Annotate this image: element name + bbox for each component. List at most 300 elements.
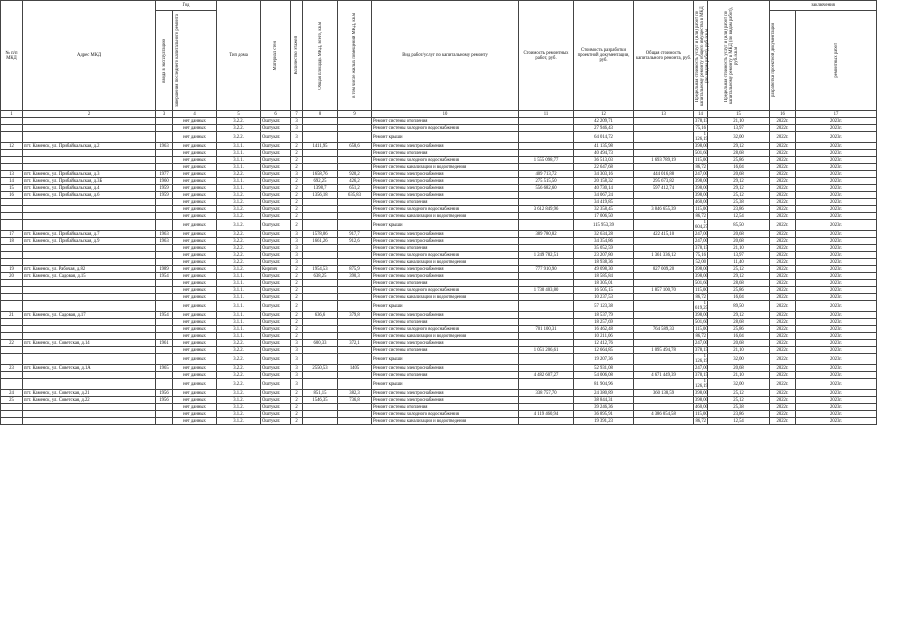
header-year-exploit-text: ввода в эксплуатацию <box>161 38 167 83</box>
floors-cell: 3 <box>291 171 303 178</box>
living-area-cell: 912,6 <box>338 238 372 245</box>
limit-cost2-cell: 25,12 <box>708 397 770 404</box>
table-row <box>1 340 877 347</box>
wall-material-cell: Оштукат. <box>261 220 291 231</box>
total-area-cell <box>303 259 338 266</box>
year-exploit-cell <box>156 354 173 365</box>
address-cell <box>23 118 156 125</box>
row-number: 25 <box>1 397 23 404</box>
design-cost-cell: 12 412,76 <box>574 340 634 347</box>
work-type-cell: Ремонт крыши <box>372 132 519 143</box>
design-cost-cell: 18 585,84 <box>574 273 634 280</box>
wall-material-cell: Оштукат. <box>261 125 291 132</box>
repair-cost-cell: 777 910,90 <box>519 266 574 273</box>
floors-cell: 3 <box>291 238 303 245</box>
year-design-cell: 2022г. <box>770 157 796 164</box>
design-cost-cell: 49 098,30 <box>574 266 634 273</box>
total-cost-cell <box>634 404 694 411</box>
wall-material-cell: Оштукат. <box>261 347 291 354</box>
total-area-cell <box>303 333 338 340</box>
design-cost-cell: 36 895,91 <box>574 411 634 418</box>
design-cost-cell: 115 953,39 <box>574 220 634 231</box>
wall-material-cell: Оштукат. <box>261 379 291 390</box>
year-exploit-cell <box>156 280 173 287</box>
limit-cost-cell: 86,72 <box>695 418 706 424</box>
year-exploit-cell: 1963 <box>156 231 173 238</box>
work-type-cell: Ремонт системы отопления <box>372 245 519 252</box>
year-design-cell: 2022г. <box>770 319 796 326</box>
year-design-cell: 2022г. <box>770 118 796 125</box>
row-number <box>1 132 23 143</box>
repair-cost-cell <box>519 319 574 326</box>
table-row <box>1 390 877 397</box>
limit-cost-cell: 115,00 <box>695 326 708 332</box>
living-area-cell: 426,2 <box>338 178 372 185</box>
total-cost-cell <box>634 164 694 171</box>
year-design-cell: 2022г. <box>770 185 796 192</box>
year-design-cell: 2022г. <box>770 404 796 411</box>
limit-cost2-cell: 29,12 <box>708 273 770 280</box>
house-type-cell: 3.1.1. <box>217 157 261 164</box>
row-number <box>1 220 23 231</box>
total-area-cell <box>303 220 338 231</box>
year-works-cell: 2023г. <box>796 273 877 280</box>
work-type-cell: Ремонт системы электроснабжения <box>372 340 519 347</box>
design-cost-cell: 34 303,16 <box>574 171 634 178</box>
row-number: 18 <box>1 238 23 245</box>
wall-material-cell: Оштукат. <box>261 280 291 287</box>
limit-cost-cell: 501,60 <box>695 150 708 156</box>
house-type-cell: 3.1.2. <box>217 397 261 404</box>
limit-cost-cell: 115,00 <box>695 157 708 163</box>
year-design-cell: 2022г. <box>770 245 796 252</box>
year-exploit-cell <box>156 319 173 326</box>
column-number: 3 <box>156 111 173 118</box>
row-number <box>1 301 23 312</box>
year-repair-cell: нет данных <box>173 238 217 245</box>
design-cost-cell: 18 537,79 <box>574 312 634 319</box>
repair-cost-cell <box>519 294 574 301</box>
year-exploit-cell <box>156 294 173 301</box>
year-exploit-cell <box>156 118 173 125</box>
design-cost-cell: 18 257,69 <box>574 319 634 326</box>
living-area-cell <box>338 206 372 213</box>
design-cost-cell: 32 358,45 <box>574 206 634 213</box>
wall-material-cell: Оштукат. <box>261 372 291 379</box>
house-type-cell: 3.2.2. <box>217 372 261 379</box>
living-area-cell <box>338 411 372 418</box>
year-works-cell: 2023г. <box>796 245 877 252</box>
limit-cost-cell: 378,15 <box>695 118 708 124</box>
header-wall-material-text: Материал стен <box>273 40 278 71</box>
row-number: 12 <box>1 143 23 150</box>
year-design-cell: 2022г. <box>770 199 796 206</box>
living-area-cell <box>338 294 372 301</box>
house-type-cell: 3.2.2. <box>217 245 261 252</box>
house-type-cell: 3.1.2. <box>217 390 261 397</box>
year-works-cell: 2023г. <box>796 372 877 379</box>
design-cost-cell: 12 664,85 <box>574 347 634 354</box>
address-cell <box>23 220 156 231</box>
limit-cost-cell: 460,00 <box>695 404 708 410</box>
work-type-cell: Ремонт системы электроснабжения <box>372 192 519 199</box>
house-type-cell: 3.2.2. <box>217 171 261 178</box>
year-works-cell: 2023г. <box>796 192 877 199</box>
floors-cell: 2 <box>291 164 303 171</box>
address-cell <box>23 213 156 220</box>
wall-material-cell: Оштукат. <box>261 354 291 365</box>
work-type-cell: Ремонт системы отопления <box>372 199 519 206</box>
row-number <box>1 245 23 252</box>
limit-cost-cell: 398,00 <box>695 266 708 272</box>
floors-cell: 3 <box>291 372 303 379</box>
header-design-cost: Стоимость разработки проектной документации, руб. <box>574 1 634 111</box>
design-cost-cell: 20 158,32 <box>574 178 634 185</box>
year-repair-cell: нет данных <box>173 132 217 143</box>
wall-material-cell: Оштукат. <box>261 199 291 206</box>
address-cell <box>23 150 156 157</box>
row-number <box>1 280 23 287</box>
address-cell: пгт. Каменск, ул. Прибайкальская, д.7 <box>23 231 156 238</box>
column-number: 1 <box>1 111 23 118</box>
total-cost-cell <box>634 418 694 425</box>
work-type-cell: Ремонт системы отопления <box>372 404 519 411</box>
table-row <box>1 259 877 266</box>
total-area-cell <box>303 411 338 418</box>
header-floors-text: Количество этажей <box>294 36 299 75</box>
year-works-cell: 2023г. <box>796 266 877 273</box>
total-area-cell: 1411,95 <box>303 143 338 150</box>
total-area-cell: 1658,76 <box>303 171 338 178</box>
year-works-cell: 2023г. <box>796 132 877 143</box>
house-type-cell: 3.1.1. <box>217 150 261 157</box>
repair-cost-cell <box>519 379 574 390</box>
house-type-cell: 3.2.2. <box>217 132 261 143</box>
repair-cost-cell <box>519 312 574 319</box>
year-design-cell: 2022г. <box>770 206 796 213</box>
year-repair-cell: нет данных <box>173 266 217 273</box>
work-type-cell: Ремонт системы электроснабжения <box>372 397 519 404</box>
wall-material-cell: Оштукат. <box>261 418 291 425</box>
total-cost-cell <box>634 143 694 150</box>
repair-cost-cell: 389 780,82 <box>519 231 574 238</box>
house-type-cell: 3.1.2. <box>217 418 261 425</box>
row-number <box>1 125 23 132</box>
limit-cost2-cell: 28,68 <box>708 280 770 287</box>
floors-cell: 2 <box>291 192 303 199</box>
limit-cost-cell: 378,15 <box>695 347 708 353</box>
floors-cell: 2 <box>291 404 303 411</box>
total-area-cell: 600,33 <box>303 340 338 347</box>
row-number <box>1 118 23 125</box>
year-exploit-cell <box>156 287 173 294</box>
total-area-cell <box>303 164 338 171</box>
year-repair-cell: нет данных <box>173 372 217 379</box>
column-number: 4 <box>173 111 217 118</box>
header-living-area-text: в том числе жилых помещений МКД, кв.м <box>352 13 357 98</box>
repair-cost-cell <box>519 365 574 372</box>
limit-cost-cell: 1 126,19 <box>695 132 708 142</box>
table-row <box>1 418 877 425</box>
row-number: 17 <box>1 231 23 238</box>
header-total-cost: Общая стоимость капитального ремонта, руб. <box>634 1 694 111</box>
year-repair-cell: нет данных <box>173 418 217 425</box>
year-exploit-cell: 1963 <box>156 143 173 150</box>
limit-cost2-cell: 85,50 <box>708 220 770 231</box>
address-cell <box>23 418 156 425</box>
house-type-cell: 3.1.2. <box>217 220 261 231</box>
total-cost-cell <box>634 280 694 287</box>
repair-cost-cell: 556 682,60 <box>519 185 574 192</box>
column-number: 9 <box>338 111 372 118</box>
year-exploit-cell <box>156 411 173 418</box>
work-type-cell: Ремонт крыши <box>372 220 519 231</box>
year-design-cell: 2022г. <box>770 143 796 150</box>
floors-cell: 2 <box>291 280 303 287</box>
work-type-cell: Ремонт системы электроснабжения <box>372 238 519 245</box>
year-works-cell: 2023г. <box>796 390 877 397</box>
limit-cost2-cell: 16,04 <box>708 164 770 171</box>
total-cost-cell: 764 589,33 <box>634 326 694 333</box>
header-address: Адрес МКД <box>23 1 156 111</box>
row-number: 23 <box>1 365 23 372</box>
wall-material-cell: Оштукат. <box>261 273 291 280</box>
year-works-cell: 2023г. <box>796 164 877 171</box>
house-type-cell: 3.1.2. <box>217 404 261 411</box>
limit-cost2-cell: 20,68 <box>708 340 770 347</box>
row-number <box>1 372 23 379</box>
year-repair-cell: нет данных <box>173 390 217 397</box>
design-cost-cell: 19 207,36 <box>574 354 634 365</box>
house-type-cell: 3.2.2. <box>217 365 261 372</box>
total-cost-cell: 3 846 655,39 <box>634 206 694 213</box>
year-design-cell: 2022г. <box>770 287 796 294</box>
design-cost-cell: 64 014,72 <box>574 132 634 143</box>
limit-cost-cell: 398,00 <box>695 273 708 279</box>
year-design-cell: 2022г. <box>770 418 796 425</box>
header-year-exploit <box>156 11 173 111</box>
limit-cost2-cell: 23,86 <box>708 206 770 213</box>
repair-cost-cell <box>519 301 574 312</box>
total-cost-cell <box>634 259 694 266</box>
year-repair-cell: нет данных <box>173 178 217 185</box>
year-design-cell: 2022г. <box>770 171 796 178</box>
year-design-cell: 2022г. <box>770 326 796 333</box>
house-type-cell: 3.1.1. <box>217 143 261 150</box>
living-area-cell <box>338 326 372 333</box>
wall-material-cell: Оштукат. <box>261 157 291 164</box>
house-type-cell: 3.1.1. <box>217 312 261 319</box>
total-area-cell <box>303 294 338 301</box>
living-area-cell <box>338 252 372 259</box>
house-type-cell: 3.2.2. <box>217 354 261 365</box>
house-type-cell: 3.1.1. <box>217 287 261 294</box>
total-area-cell <box>303 354 338 365</box>
year-design-cell: 2022г. <box>770 150 796 157</box>
year-design-cell: 2022г. <box>770 252 796 259</box>
header-repair-cost: Стоимость ремонтных работ, руб. <box>519 1 574 111</box>
limit-cost-cell: 86,72 <box>695 164 706 170</box>
repair-cost-cell <box>519 192 574 199</box>
house-type-cell: 3.1.1. <box>217 294 261 301</box>
work-type-cell: Ремонт системы электроснабжения <box>372 185 519 192</box>
year-design-cell: 2022г. <box>770 213 796 220</box>
table-row <box>1 171 877 178</box>
house-type-cell: 3.2.2. <box>217 340 261 347</box>
total-area-cell <box>303 404 338 411</box>
year-works-cell: 2023г. <box>796 259 877 266</box>
year-works-cell: 2023г. <box>796 252 877 259</box>
year-works-cell: 2023г. <box>796 340 877 347</box>
year-repair-cell: нет данных <box>173 231 217 238</box>
year-repair-cell: нет данных <box>173 164 217 171</box>
year-works-cell: 2023г. <box>796 354 877 365</box>
design-cost-cell: 24 380,89 <box>574 390 634 397</box>
work-type-cell: Ремонт системы отопления <box>372 280 519 287</box>
total-cost-cell: 4 386 054,58 <box>634 411 694 418</box>
year-design-cell: 2022г. <box>770 365 796 372</box>
repair-cost-cell: 1 555 098,77 <box>519 157 574 164</box>
work-type-cell: Ремонт системы электроснабжения <box>372 266 519 273</box>
wall-material-cell: Оштукат. <box>261 171 291 178</box>
house-type-cell: 3.1.1. <box>217 273 261 280</box>
design-cost-cell: 23 207,80 <box>574 252 634 259</box>
total-area-cell: 1356,18 <box>303 192 338 199</box>
repair-cost-cell <box>519 273 574 280</box>
design-cost-cell: 35 052,59 <box>574 245 634 252</box>
table-row <box>1 238 877 245</box>
work-type-cell: Ремонт системы холодного водоснабжения <box>372 287 519 294</box>
work-type-cell: Ремонт системы холодного водоснабжения <box>372 206 519 213</box>
row-number: 16 <box>1 192 23 199</box>
year-repair-cell: нет данных <box>173 294 217 301</box>
design-cost-cell: 41 135,98 <box>574 143 634 150</box>
total-area-cell: 1578,06 <box>303 231 338 238</box>
wall-material-cell: Оштукат. <box>261 301 291 312</box>
year-works-cell: 2023г. <box>796 333 877 340</box>
limit-cost2-cell: 28,68 <box>708 150 770 157</box>
year-repair-cell: нет данных <box>173 206 217 213</box>
address-cell: пгт. Каменск, ул. Рабочая, д.82 <box>23 266 156 273</box>
address-cell <box>23 259 156 266</box>
year-exploit-cell <box>156 220 173 231</box>
year-design-cell: 2022г. <box>770 397 796 404</box>
work-type-cell: Ремонт системы холодного водоснабжения <box>372 411 519 418</box>
total-cost-cell <box>634 340 694 347</box>
year-exploit-cell <box>156 132 173 143</box>
address-cell <box>23 294 156 301</box>
floors-cell: 2 <box>291 143 303 150</box>
house-type-cell: 3.1.1. <box>217 185 261 192</box>
column-number: 16 <box>770 111 796 118</box>
design-cost-cell: 18 305,01 <box>574 280 634 287</box>
house-type-cell: 3.2.2. <box>217 125 261 132</box>
row-number: 20 <box>1 273 23 280</box>
year-exploit-cell: 1960 <box>156 178 173 185</box>
limit-cost-cell: 86,72 <box>695 333 706 339</box>
table-row <box>1 326 877 333</box>
limit-cost-cell: 75,16 <box>695 125 706 131</box>
year-works-cell: 2023г. <box>796 319 877 326</box>
address-cell: пгт. Каменск, ул. Прибайкальская, д.9 <box>23 238 156 245</box>
year-exploit-cell <box>156 245 173 252</box>
living-area-cell <box>338 347 372 354</box>
total-cost-cell: 1 857 100,70 <box>634 287 694 294</box>
year-works-cell: 2023г. <box>796 157 877 164</box>
living-area-cell: 736,8 <box>338 397 372 404</box>
floors-cell: 3 <box>291 354 303 365</box>
limit-cost2-cell: 25,12 <box>708 192 770 199</box>
row-number: 21 <box>1 312 23 319</box>
address-cell <box>23 164 156 171</box>
wall-material-cell: Оштукат. <box>261 365 291 372</box>
year-repair-cell: нет данных <box>173 199 217 206</box>
address-cell: пгт. Каменск, ул. Садовая, д.15 <box>23 273 156 280</box>
year-design-cell: 2022г. <box>770 301 796 312</box>
living-area-cell <box>338 164 372 171</box>
column-number: 6 <box>261 111 291 118</box>
row-number <box>1 199 23 206</box>
wall-material-cell: Оштукат. <box>261 287 291 294</box>
floors-cell: 2 <box>291 319 303 326</box>
limit-cost2-cell: 12,54 <box>708 213 770 220</box>
year-repair-cell: нет данных <box>173 157 217 164</box>
row-number <box>1 206 23 213</box>
table-row <box>1 157 877 164</box>
wall-material-cell: Оштукат. <box>261 206 291 213</box>
design-cost-cell: 39 246,36 <box>574 404 634 411</box>
table-row <box>1 333 877 340</box>
repair-cost-cell <box>519 397 574 404</box>
row-number <box>1 404 23 411</box>
column-number-row <box>1 111 877 118</box>
year-works-cell: 2023г. <box>796 294 877 301</box>
limit-cost2-cell: 89,50 <box>708 301 770 312</box>
row-number <box>1 418 23 425</box>
year-repair-cell: нет данных <box>173 287 217 294</box>
year-design-cell: 2022г. <box>770 294 796 301</box>
work-type-cell: Ремонт системы электроснабжения <box>372 312 519 319</box>
row-number <box>1 354 23 365</box>
repair-cost-cell: 4 119 460,94 <box>519 411 574 418</box>
design-cost-cell: 40 730,14 <box>574 185 634 192</box>
year-exploit-cell <box>156 372 173 379</box>
floors-cell: 2 <box>291 206 303 213</box>
row-number <box>1 347 23 354</box>
address-cell: пгт. Каменск, ул. Прибайкальская, д.2 <box>23 143 156 150</box>
floors-cell: 2 <box>291 397 303 404</box>
table-row <box>1 178 877 185</box>
address-cell: пгт. Каменск, ул. Садовая, д.17 <box>23 312 156 319</box>
total-area-cell <box>303 252 338 259</box>
floors-cell: 2 <box>291 312 303 319</box>
table-row <box>1 143 877 150</box>
year-exploit-cell <box>156 418 173 425</box>
address-cell: пгт. Каменск, ул. Прибайкальская, д.3 <box>23 171 156 178</box>
address-cell <box>23 245 156 252</box>
floors-cell: 2 <box>291 294 303 301</box>
year-works-cell: 2023г. <box>796 404 877 411</box>
year-works-cell: 2023г. <box>796 150 877 157</box>
address-cell <box>23 301 156 312</box>
table-row <box>1 354 877 365</box>
year-exploit-cell <box>156 379 173 390</box>
living-area-cell: 658,6 <box>338 143 372 150</box>
column-number: 8 <box>303 111 338 118</box>
living-area-cell <box>338 333 372 340</box>
column-number: 11 <box>519 111 574 118</box>
address-cell <box>23 347 156 354</box>
